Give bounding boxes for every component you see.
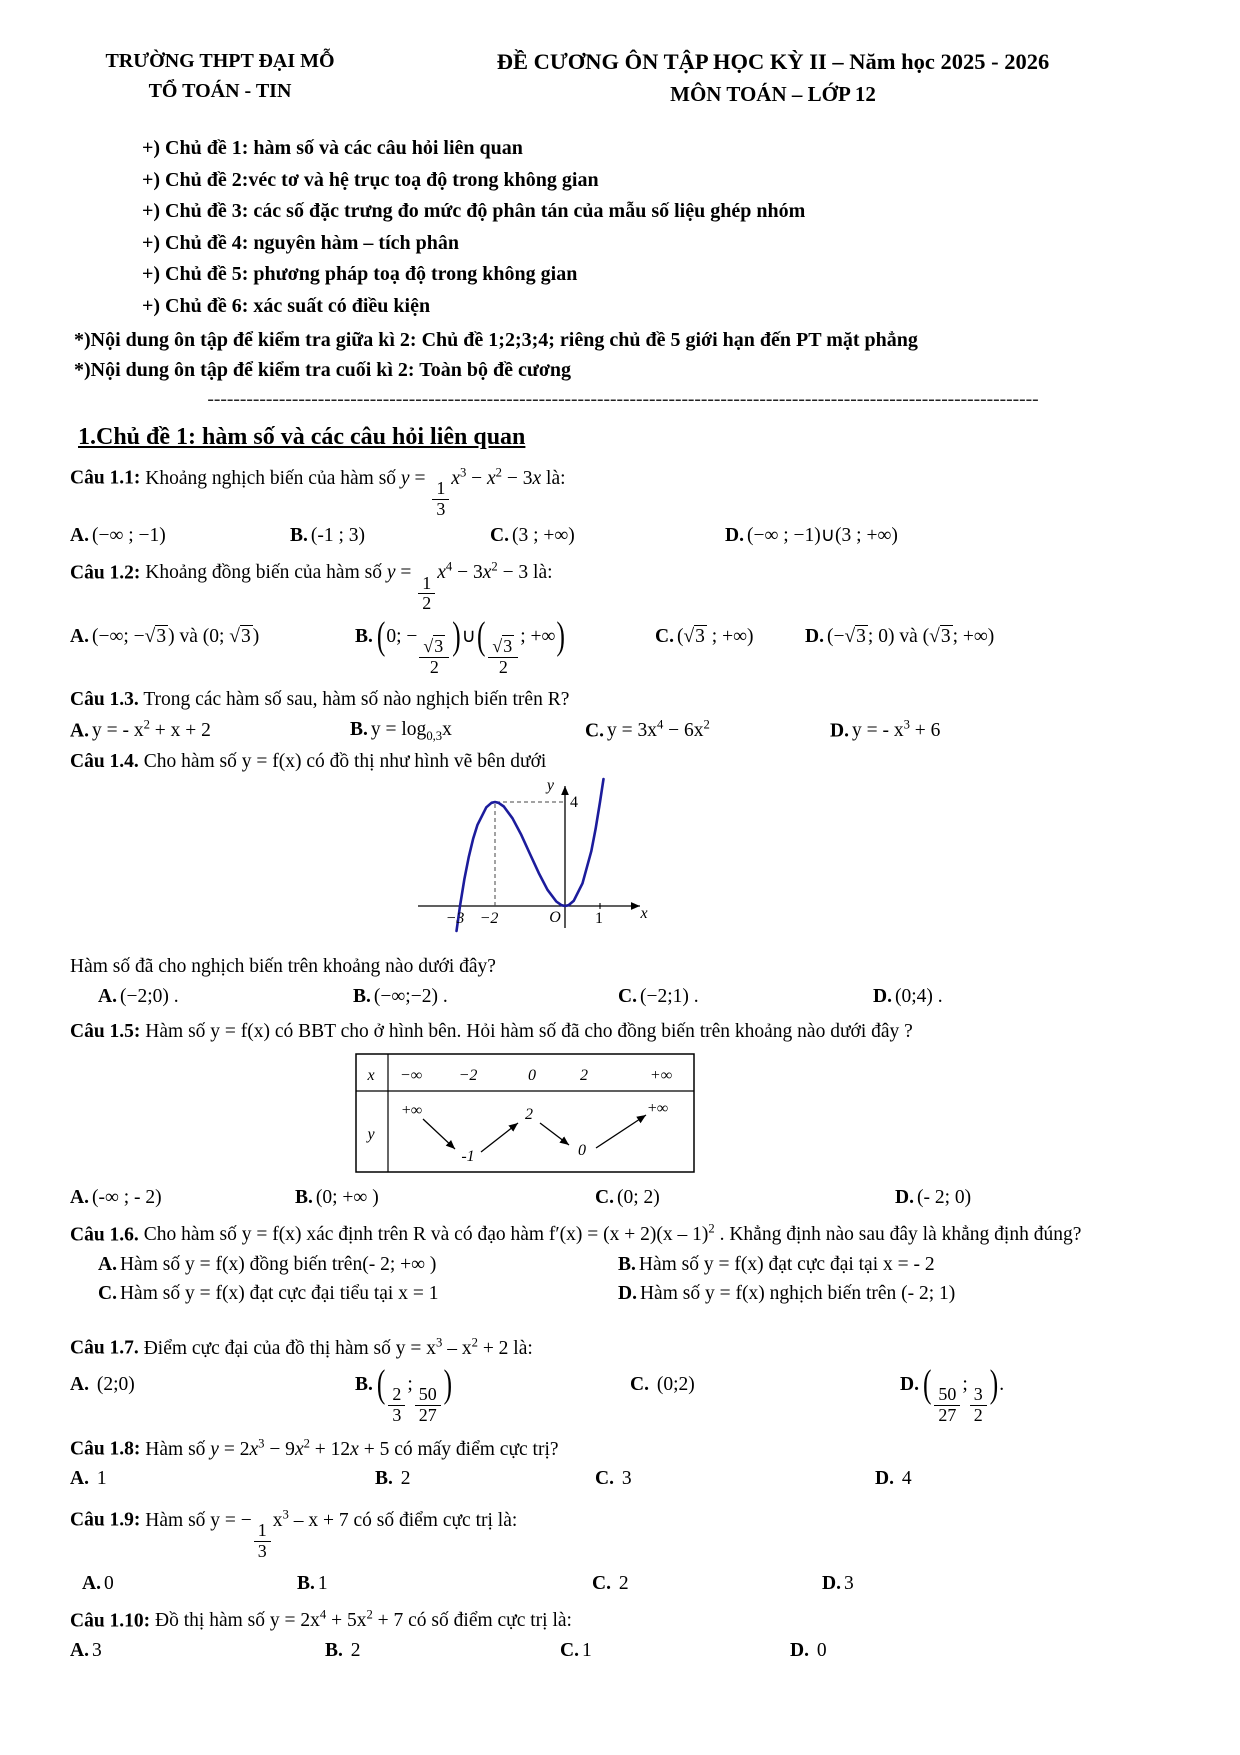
option-body: (- 2; 0)	[916, 1186, 972, 1208]
option-body: 4	[896, 1468, 912, 1490]
option-label: D.	[805, 625, 824, 647]
question-1-5-id: Câu 1.5:	[70, 1021, 141, 1043]
bbt-arrow-up	[596, 1115, 646, 1148]
question-1-6-id: Câu 1.6.	[70, 1224, 139, 1246]
topic-item-4: +) Chủ đề 4: nguyên hàm – tích phân	[142, 231, 460, 254]
origin-label: O	[549, 909, 561, 927]
option-label: D.	[790, 1639, 809, 1661]
question-1-8-text	[70, 1435, 1176, 1462]
option-label: C.	[592, 1573, 611, 1594]
option-d	[822, 1571, 1176, 1597]
option-b	[618, 1252, 1176, 1278]
bbt-figure	[355, 1053, 1176, 1181]
x-axis-label: x	[640, 905, 648, 923]
question-1-1-body: Khoảng nghịch biến của hàm số y = $\frac{1}{3}$ $x^3 - x^2 - 3x$ là:	[140, 465, 566, 519]
option-body: 0	[103, 1573, 114, 1594]
option-b	[353, 984, 618, 1010]
option-body: y = - $x^3 + 6$	[851, 717, 941, 742]
question-1-9-options	[70, 1571, 1176, 1597]
question-1-10-text	[70, 1607, 1176, 1634]
option-body: 2	[345, 1639, 361, 1661]
option-body: (0;2)	[651, 1373, 695, 1395]
option-body: Hàm số y = f(x) đạt cực đại tiểu tại x = 1	[119, 1282, 439, 1304]
school-name: TRƯỜNG THPT ĐẠI MỖ	[105, 50, 335, 72]
question-1-9-id: Câu 1.9:	[70, 1509, 141, 1531]
bbt-y-value: 0	[578, 1142, 586, 1160]
question-1-7	[70, 1334, 1176, 1425]
question-1-8-options	[70, 1466, 1176, 1492]
question-1-3	[70, 687, 1176, 744]
option-c	[490, 523, 725, 549]
option-b	[355, 613, 655, 677]
question-1-9-body: Hàm số y = − $\frac{1}{3}$ $x^3 - x + 7$ có số điểm cực trị là:	[140, 1507, 518, 1561]
question-1-4	[70, 749, 1176, 1010]
question-1-4-followup: Hàm số đã cho nghịch biến trên khoảng nào dưới đây?	[70, 955, 496, 977]
question-1-3-options	[70, 717, 1176, 745]
bbt-arrow-down	[540, 1123, 569, 1145]
option-b	[350, 717, 585, 745]
option-label: D.	[725, 525, 744, 546]
question-1-8	[70, 1435, 1176, 1492]
option-body: 1	[581, 1639, 592, 1661]
option-label: C.	[595, 1186, 614, 1208]
option-label: B.	[353, 985, 371, 1007]
question-1-9	[70, 1506, 1176, 1597]
option-body: (−∞; −√3 ) và (0; √3 )	[91, 625, 260, 647]
function-graph-figure	[400, 776, 1176, 952]
option-label: D.	[875, 1468, 894, 1490]
bbt-arrow-up	[481, 1123, 518, 1152]
topic-item-5: +) Chủ đề 5: phương pháp toạ độ trong không gian	[142, 263, 578, 286]
divider-line: --------------------------------------------------------------------------------------------------------------------------------	[207, 388, 1039, 410]
option-body: (−2;1) .	[639, 985, 699, 1007]
bbt-x-value: +∞	[649, 1067, 673, 1085]
option-label: B.	[297, 1573, 315, 1594]
question-1-9-text	[70, 1506, 1176, 1561]
option-c	[592, 1571, 822, 1597]
question-1-8-id: Câu 1.8:	[70, 1438, 141, 1460]
option-body: $y = 3x^4 - 6x^2$	[606, 717, 710, 742]
option-body: 3	[616, 1468, 632, 1490]
cubic-curve	[457, 779, 604, 931]
option-a	[70, 1372, 355, 1398]
question-1-2-body: Khoảng đồng biến của hàm số y = $\frac{1}{2}$ $x^4 - 3x^2 - 3$ là:	[140, 559, 553, 614]
option-label: D.	[873, 985, 892, 1007]
option-body: (-1 ; 3)	[310, 525, 366, 546]
option-b	[290, 523, 490, 549]
option-body: 2	[395, 1468, 411, 1490]
question-1-10-options	[70, 1638, 1176, 1664]
option-body: (0; − $\frac{√3}{2}$ )∪( $\frac{√3}{2}$ ; +∞)	[376, 613, 565, 677]
option-a	[70, 717, 350, 744]
y-tick-label-4: 4	[570, 794, 578, 812]
option-b	[325, 1638, 560, 1664]
option-label: B.	[290, 525, 308, 546]
option-d	[895, 1185, 1176, 1211]
option-label: C.	[630, 1373, 649, 1395]
question-1-7-id: Câu 1.7.	[70, 1337, 139, 1359]
option-label: A.	[82, 1573, 101, 1594]
y-axis-label: y	[546, 777, 554, 795]
question-1-1-options	[70, 523, 1176, 549]
option-label: B.	[355, 625, 373, 647]
option-body: 3	[843, 1573, 854, 1594]
question-1-6-options	[70, 1252, 1176, 1306]
option-label: C.	[490, 525, 509, 546]
option-body: (3 ; +∞)	[511, 525, 575, 546]
option-body: 1	[91, 1468, 107, 1490]
question-1-2-text	[70, 559, 1176, 614]
bbt-x-value: −2	[458, 1067, 478, 1085]
question-1-4-options	[70, 984, 1176, 1010]
note-final: *)Nội dung ôn tập để kiểm tra cuối kì 2: Toàn bộ đề cương	[74, 358, 572, 381]
bbt-y-value: +∞	[401, 1102, 423, 1120]
option-label: D.	[900, 1373, 919, 1395]
question-1-4-id: Câu 1.4.	[70, 750, 139, 772]
option-d	[900, 1361, 1176, 1425]
function-graph	[400, 776, 652, 944]
notes	[74, 325, 1176, 385]
option-label: A.	[70, 1186, 89, 1208]
question-1-6-body: Cho hàm số y = f(x) xác định trên R và có đạo hàm f′(x) = (x + 2)(x – 1)$^2$ . Khẳng định nào sau đây là khẳng định đúng?	[138, 1221, 1082, 1246]
option-d	[725, 523, 1176, 549]
bbt-arrow-down	[423, 1119, 455, 1149]
option-body: 2	[613, 1573, 629, 1594]
question-1-6	[70, 1221, 1176, 1307]
option-d	[830, 717, 1176, 744]
option-d	[618, 1281, 1176, 1307]
question-1-4-body: Cho hàm số y = f(x) có đồ thị như hình vẽ bên dưới	[138, 750, 547, 772]
option-c	[98, 1281, 618, 1307]
document-title: ĐỀ CƯƠNG ÔN TẬP HỌC KỲ II – Năm học 2025 - 2026	[496, 49, 1050, 74]
option-a	[70, 1185, 295, 1211]
option-body: y = - $x^2 + x + 2$	[91, 717, 211, 742]
option-d	[875, 1466, 1176, 1492]
option-label: B.	[355, 1373, 373, 1395]
option-a	[70, 523, 290, 549]
question-1-3-text	[70, 687, 1176, 713]
option-label: B.	[350, 718, 368, 740]
option-c	[618, 984, 873, 1010]
topic-item-1: +) Chủ đề 1: hàm số và các câu hỏi liên quan	[142, 137, 523, 160]
option-c	[655, 624, 805, 650]
option-b	[297, 1571, 592, 1597]
option-a	[82, 1571, 297, 1597]
x-tick-label-m3: −3	[445, 910, 465, 928]
subject-line: MÔN TOÁN – LỚP 12	[670, 81, 876, 106]
option-body: 3	[91, 1639, 102, 1661]
question-1-7-body: Điểm cực đại của đồ thị hàm số $y = x^3 - x^2 + 2$ là:	[138, 1335, 533, 1359]
question-1-2	[70, 559, 1176, 677]
option-a	[70, 1638, 325, 1664]
bbt-x-header: x	[367, 1067, 375, 1085]
option-label: B.	[375, 1468, 393, 1490]
option-c	[630, 1372, 900, 1398]
note-midterm: *)Nội dung ôn tập để kiểm tra giữa kì 2: Chủ đề 1;2;3;4; riêng chủ đề 5 giới hạn đến PT mặt phẳng	[74, 328, 918, 351]
option-body: $y = \log_{0,3}x$	[370, 718, 452, 743]
bbt-y-header: y	[367, 1126, 375, 1144]
option-body: Hàm số y = f(x) đạt cực đại tại x = - 2	[638, 1253, 935, 1275]
option-label: D.	[830, 720, 849, 742]
option-label: A.	[70, 525, 89, 546]
header-right	[370, 46, 1176, 109]
option-body: (−∞ ; −1)∪(3 ; +∞)	[746, 525, 898, 546]
question-1-2-id: Câu 1.2:	[70, 562, 141, 584]
bbt-y-value: +∞	[647, 1100, 669, 1118]
question-1-7-text	[70, 1334, 1176, 1361]
option-body: (√3 ; +∞)	[676, 625, 754, 647]
header-left	[70, 46, 370, 109]
option-label: C.	[655, 625, 674, 647]
bbt-y-value: 2	[525, 1106, 533, 1124]
option-body: 1	[317, 1573, 328, 1594]
question-1-4-text	[70, 749, 1176, 775]
option-d	[873, 984, 1176, 1010]
option-label: D.	[618, 1282, 637, 1304]
option-label: A.	[98, 985, 117, 1007]
section-title: 1.Chủ đề 1: hàm số và các câu hỏi liên quan	[78, 424, 526, 451]
question-1-5-text	[70, 1019, 1176, 1045]
option-a	[70, 1466, 375, 1492]
option-body: Hàm số y = f(x) nghịch biến trên (- 2; 1)	[639, 1282, 956, 1304]
option-c	[560, 1638, 790, 1664]
option-d	[790, 1638, 1176, 1664]
option-label: C.	[585, 720, 604, 742]
option-a	[98, 984, 353, 1010]
option-body: (0; 2)	[616, 1186, 660, 1208]
question-1-10-body: Đồ thị hàm số $y = 2x^4 + 5x^2 + 7$ có số điểm cực trị là:	[150, 1607, 572, 1632]
x-tick-label-1: 1	[595, 910, 603, 928]
option-label: C.	[618, 985, 637, 1007]
option-label: A.	[70, 1468, 89, 1490]
option-b	[295, 1185, 595, 1211]
question-1-10-id: Câu 1.10:	[70, 1610, 151, 1632]
question-1-3-body: Trong các hàm số sau, hàm số nào nghịch biến trên R?	[138, 689, 570, 711]
question-1-1	[70, 464, 1176, 549]
bbt-y-value: -1	[461, 1148, 475, 1166]
bbt-x-value: 2	[580, 1067, 588, 1085]
option-label: A.	[70, 1373, 89, 1395]
bbt-x-value: 0	[528, 1067, 536, 1085]
option-body: ( $\frac{50}{27}$ ; $\frac{3}{2}$ ).	[922, 1361, 1005, 1425]
option-c	[595, 1466, 875, 1492]
department-name: TỔ TOÁN - TIN	[148, 80, 292, 102]
option-c	[585, 717, 830, 744]
option-body: (−2;0) .	[119, 985, 179, 1007]
option-label: A.	[70, 720, 89, 742]
option-label: B.	[295, 1186, 313, 1208]
topic-item-6: +) Chủ đề 6: xác suất có điều kiện	[142, 295, 431, 318]
option-label: B.	[325, 1639, 343, 1661]
question-1-1-text	[70, 464, 1176, 519]
option-a	[70, 624, 355, 650]
question-1-10	[70, 1607, 1176, 1664]
option-label: C.	[560, 1639, 579, 1661]
option-body: (2;0)	[91, 1373, 135, 1395]
option-body: Hàm số y = f(x) đồng biến trên(- 2; +∞ )	[119, 1253, 437, 1275]
option-b	[355, 1361, 630, 1425]
option-body: (−∞;−2) .	[373, 985, 448, 1007]
option-body: (−√3 ; 0) và (√3 ; +∞)	[826, 625, 995, 647]
bbt-table	[355, 1053, 695, 1173]
option-label: B.	[618, 1253, 636, 1275]
option-label: A.	[98, 1253, 117, 1275]
question-1-5-options	[70, 1185, 1176, 1211]
option-c	[595, 1185, 895, 1211]
question-1-6-text	[70, 1221, 1176, 1248]
question-1-7-options	[70, 1361, 1176, 1425]
option-label: C.	[595, 1468, 614, 1490]
bbt-x-value: −∞	[399, 1067, 423, 1085]
question-1-2-options	[70, 613, 1176, 677]
option-label: D.	[895, 1186, 914, 1208]
option-label: A.	[70, 625, 89, 647]
document-header	[70, 46, 1176, 109]
question-1-3-id: Câu 1.3.	[70, 689, 139, 711]
question-1-5-body: Hàm số y = f(x) có BBT cho ở hình bên. Hỏi hàm số đã cho đồng biến trên khoảng nào dưới đây ?	[140, 1021, 913, 1043]
option-body: (0; +∞ )	[315, 1186, 379, 1208]
question-1-8-body: Hàm số $y = 2x^3 - 9x^2 + 12x + 5$ có mấy điểm cực trị?	[140, 1436, 559, 1460]
option-d	[805, 624, 1176, 650]
topic-item-3: +) Chủ đề 3: các số đặc trưng đo mức độ phân tán của mẫu số liệu ghép nhóm	[142, 200, 806, 223]
question-1-1-id: Câu 1.1:	[70, 467, 141, 489]
question-1-5	[70, 1019, 1176, 1210]
option-label: D.	[822, 1573, 841, 1594]
option-a	[98, 1252, 618, 1278]
topics-list	[142, 133, 1176, 323]
option-label: C.	[98, 1282, 117, 1304]
topic-item-2: +) Chủ đề 2:véc tơ và hệ trục toạ độ trong không gian	[142, 168, 599, 191]
option-b	[375, 1466, 595, 1492]
x-tick-label-m2: −2	[479, 910, 499, 928]
option-body: (0;4) .	[894, 985, 943, 1007]
option-body: ( $\frac{2}{3}$ ; $\frac{50}{27}$ )	[376, 1361, 453, 1425]
option-label: A.	[70, 1639, 89, 1661]
option-body: (-∞ ; - 2)	[91, 1186, 162, 1208]
option-body: 0	[811, 1639, 827, 1661]
option-body: (−∞ ; −1)	[91, 525, 166, 546]
